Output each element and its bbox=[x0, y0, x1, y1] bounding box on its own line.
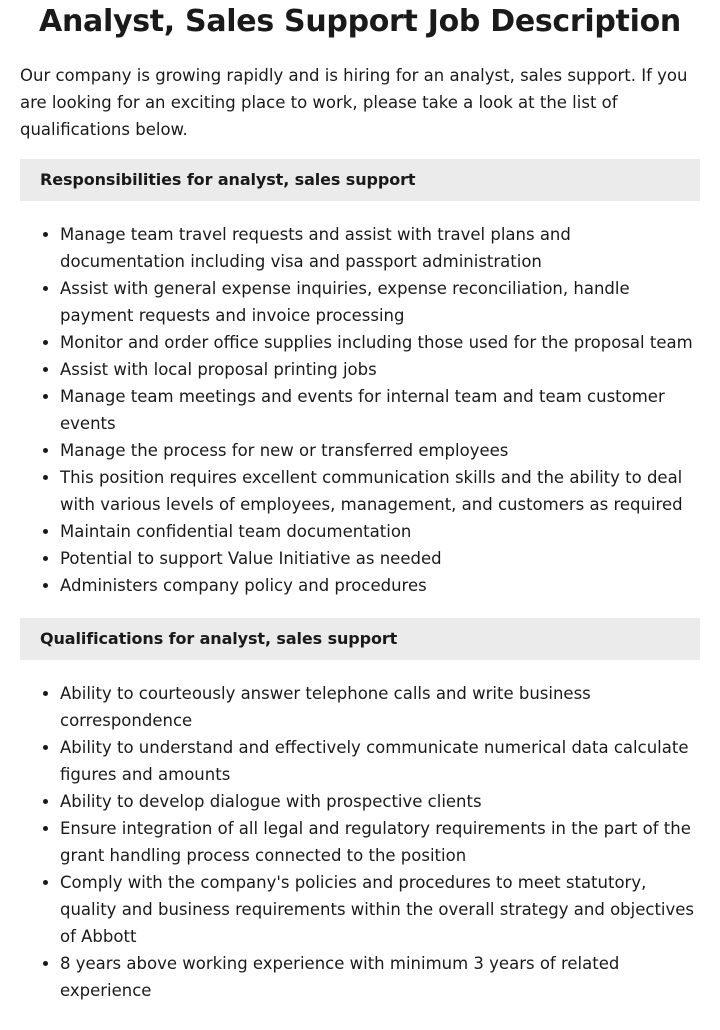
responsibilities-list bbox=[20, 221, 700, 599]
list-item: • Monitor and order office supplies including those used for the proposal team bbox=[60, 329, 700, 356]
list-item: • Ability to understand and effectively communicate numerical data calculate figures and amounts bbox=[60, 734, 700, 788]
responsibilities-heading: Responsibilities for analyst, sales support bbox=[20, 159, 700, 201]
list-item: • Manage team meetings and events for internal team and team customer events bbox=[60, 383, 700, 437]
list-item: • Ability to develop dialogue with prospective clients bbox=[60, 788, 700, 815]
list-item: • Maintain confidential team documentation bbox=[60, 518, 700, 545]
list-item: • Assist with local proposal printing jobs bbox=[60, 356, 700, 383]
intro-paragraph: Our company is growing rapidly and is hiring for an analyst, sales support. If you are looking for an exciting place to work, please take a look at the list of qualifications below. bbox=[20, 66, 688, 139]
list-item: • Ensure integration of all legal and regulatory requirements in the part of the grant handling process connected to the position bbox=[60, 815, 700, 869]
list-item: • Ability to courteously answer telephone calls and write business correspondence bbox=[60, 680, 700, 734]
list-item: • Potential to support Value Initiative as needed bbox=[60, 545, 700, 572]
list-item: • Comply with the company's policies and procedures to meet statutory, quality and business requirements within the overall strategy and objectives of Abbott bbox=[60, 869, 700, 950]
list-item: • 8 years above working experience with minimum 3 years of related experience bbox=[60, 950, 700, 1004]
list-item: • Manage team travel requests and assist with travel plans and documentation including visa and passport administration bbox=[60, 221, 700, 275]
list-item: • Administers company policy and procedures bbox=[60, 572, 700, 599]
qualifications-heading: Qualifications for analyst, sales support bbox=[20, 618, 700, 660]
list-item: • This position requires excellent communication skills and the ability to deal with various levels of employees, management, and customers as required bbox=[60, 464, 700, 518]
list-item: • Manage the process for new or transferred employees bbox=[60, 437, 700, 464]
page-title: Analyst, Sales Support Job Description bbox=[39, 4, 681, 39]
list-item: • Assist with general expense inquiries, expense reconciliation, handle payment requests and invoice processing bbox=[60, 275, 700, 329]
qualifications-list bbox=[20, 680, 700, 1004]
